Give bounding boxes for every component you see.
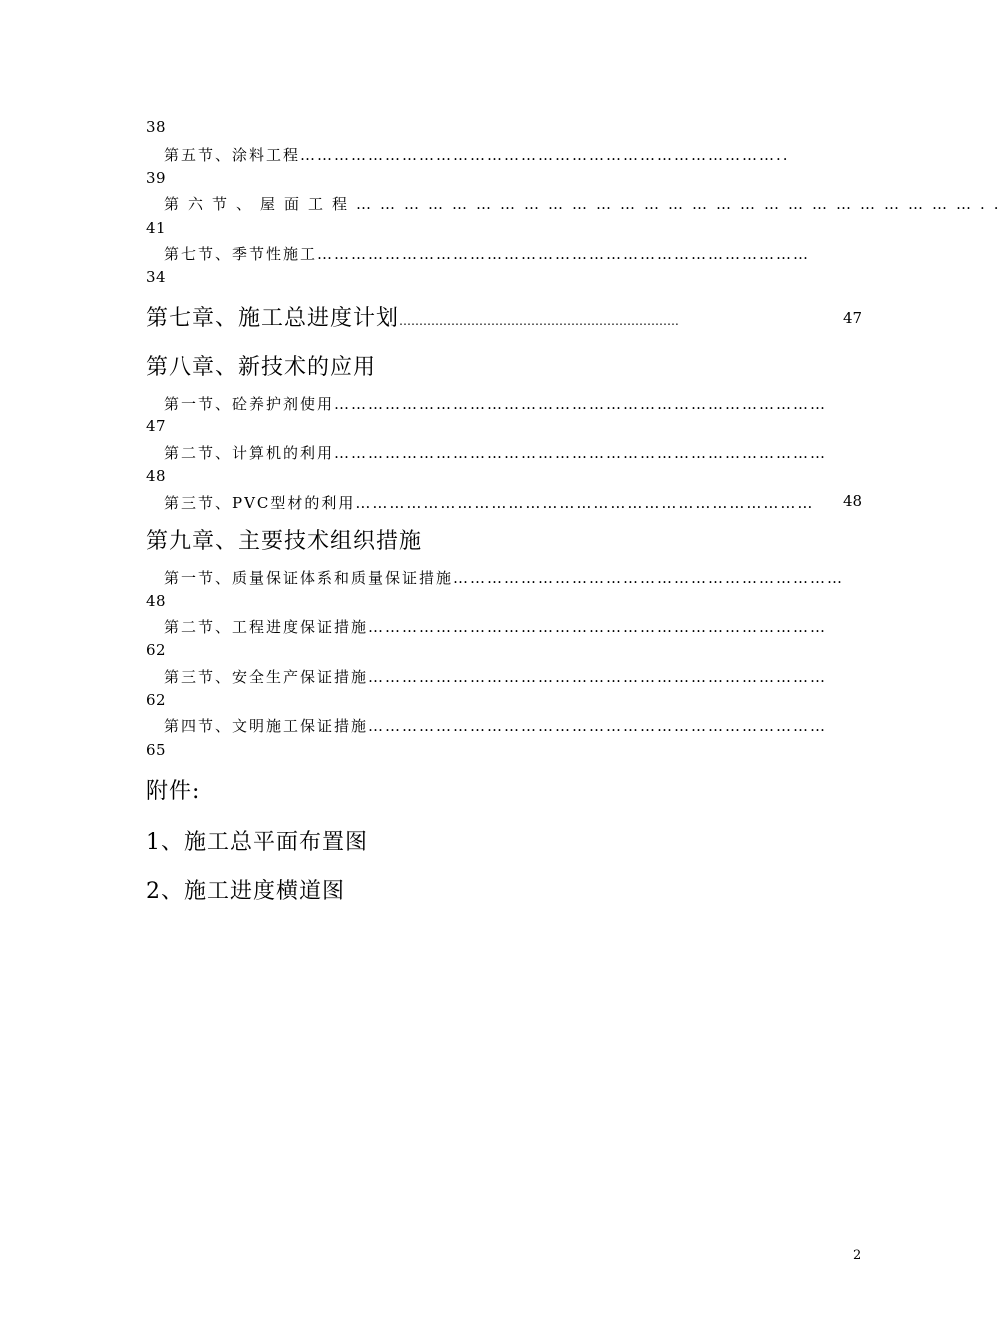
page-number: 2 (853, 1248, 862, 1263)
toc-page-number: 65 (146, 741, 167, 759)
toc-chapter-title: 第七章、施工总进度计划 (146, 306, 400, 331)
toc-section-entry[interactable]: 第六节、屋面工程…………………………………………………………………….. (164, 195, 1008, 213)
toc-page-number: 62 (146, 641, 167, 659)
toc-page-number: 38 (146, 118, 167, 136)
toc-section-entry[interactable]: 第二节、计算机的利用…………………………………………………………………………… (164, 444, 828, 462)
toc-section-entry[interactable]: 第三节、安全生产保证措施……………………………………………………………………… (164, 668, 828, 686)
toc-leader-dots: ……………………………………………………………. (399, 314, 679, 328)
toc-page-number: 47 (146, 417, 167, 435)
attachments-heading: 附件: (146, 779, 201, 804)
toc-chapter-entry[interactable]: 第九章、主要技术组织措施 (146, 529, 423, 554)
toc-section-entry[interactable]: 第三节、PVC型材的利用……………………………………………………………………… (164, 494, 815, 512)
toc-section-entry[interactable]: 第一节、砼养护剂使用…………………………………………………………………………… (164, 395, 828, 413)
toc-chapter-entry[interactable]: 第八章、新技术的应用 (146, 355, 377, 380)
toc-section-entry[interactable]: 第二节、工程进度保证措施……………………………………………………………………… (164, 618, 828, 636)
toc-page-number: 41 (146, 219, 167, 237)
attachment-item: 1、施工总平面布置图 (146, 830, 368, 855)
toc-page-number: 39 (146, 169, 167, 187)
toc-section-entry[interactable]: 第四节、文明施工保证措施……………………………………………………………………… (164, 717, 828, 735)
toc-section-entry[interactable]: 第一节、质量保证体系和质量保证措施…………………………………………………………… (164, 569, 845, 587)
toc-page-number: 48 (146, 467, 167, 485)
attachment-item: 2、施工进度横道图 (146, 879, 345, 904)
toc-page-number: 62 (146, 691, 167, 709)
toc-page-number: 48 (843, 492, 863, 510)
toc-section-entry[interactable]: 第五节、涂料工程………………………………………………………………………….. (164, 146, 790, 164)
toc-section-entry[interactable]: 第七节、季节性施工…………………………………………………………………………… (164, 245, 811, 263)
toc-page-number: 47 (843, 309, 863, 327)
toc-chapter-entry[interactable] (146, 301, 756, 332)
toc-page-number: 48 (146, 592, 167, 610)
toc-page-number: 34 (146, 268, 167, 286)
